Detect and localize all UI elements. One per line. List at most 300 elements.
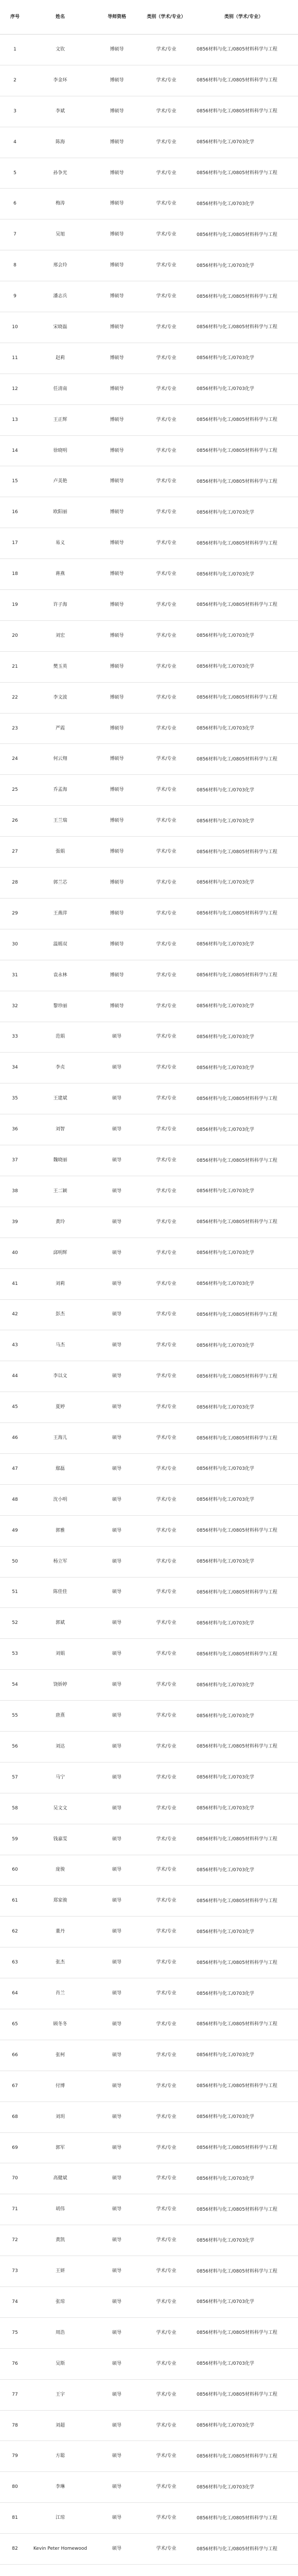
table-row bbox=[0, 960, 298, 991]
cell-major: 0856材料与化工/0805材料科学与工程 bbox=[189, 466, 298, 497]
cell-major: 0856材料与化工/0805材料科学与工程 bbox=[189, 1824, 298, 1855]
cell-name: 周浩 bbox=[30, 2317, 91, 2348]
cell-qualification: 硕导 bbox=[91, 2071, 143, 2102]
header-major: 类别（学术/专业） bbox=[189, 0, 298, 35]
cell-major: 0856材料与化工/0703化学 bbox=[189, 1670, 298, 1701]
cell-name: 许子海 bbox=[30, 590, 91, 621]
cell-type: 学术/专业 bbox=[143, 528, 189, 559]
cell-name: 李以文 bbox=[30, 1361, 91, 1392]
cell-type: 学术/专业 bbox=[143, 991, 189, 1022]
cell-major: 0856材料与化工/0805材料科学与工程 bbox=[189, 219, 298, 250]
table-row bbox=[0, 2071, 298, 2102]
cell-index: 38 bbox=[0, 1176, 30, 1207]
cell-name: 潘志兵 bbox=[30, 281, 91, 312]
cell-name: 王正辉 bbox=[30, 404, 91, 435]
cell-index: 69 bbox=[0, 2132, 30, 2163]
cell-type: 学术/专业 bbox=[143, 1145, 189, 1176]
cell-major: 0856材料与化工/0703化学 bbox=[189, 127, 298, 158]
cell-index: 32 bbox=[0, 991, 30, 1022]
cell-major: 0856材料与化工/0805材料科学与工程 bbox=[189, 2379, 298, 2410]
cell-major: 0856材料与化工/0703化学 bbox=[189, 2287, 298, 2318]
cell-major: 0856材料与化工/0805材料科学与工程 bbox=[189, 35, 298, 65]
cell-qualification: 硕导 bbox=[91, 1546, 143, 1577]
header-name: 姓名 bbox=[30, 0, 91, 35]
cell-type: 学术/专业 bbox=[143, 2287, 189, 2318]
cell-major: 0856材料与化工/0805材料科学与工程 bbox=[189, 2317, 298, 2348]
cell-type: 学术/专业 bbox=[143, 1207, 189, 1238]
cell-major: 0856材料与化工/0805材料科学与工程 bbox=[189, 1361, 298, 1392]
table-row bbox=[0, 1484, 298, 1515]
cell-index: 33 bbox=[0, 1022, 30, 1053]
cell-type: 学术/专业 bbox=[143, 1299, 189, 1330]
header-row bbox=[0, 0, 298, 35]
table-row bbox=[0, 2102, 298, 2132]
cell-type: 学术/专业 bbox=[143, 806, 189, 837]
cell-major: 0856材料与化工/0805材料科学与工程 bbox=[189, 2194, 298, 2225]
cell-major: 0856材料与化工/0703化学 bbox=[189, 651, 298, 682]
cell-index: 14 bbox=[0, 435, 30, 466]
cell-index: 70 bbox=[0, 2163, 30, 2194]
cell-type: 学术/专业 bbox=[143, 1762, 189, 1793]
table-row bbox=[0, 2132, 298, 2163]
cell-type: 学术/专业 bbox=[143, 1608, 189, 1639]
cell-qualification: 博硕导 bbox=[91, 343, 143, 374]
cell-qualification bbox=[91, 2565, 143, 2576]
cell-index: 4 bbox=[0, 127, 30, 158]
cell-qualification: 硕导 bbox=[91, 1114, 143, 1145]
cell-name: 邢会玲 bbox=[30, 250, 91, 281]
cell-name: 董丹 bbox=[30, 1917, 91, 1947]
table-row bbox=[0, 2194, 298, 2225]
cell-name: 杨立军 bbox=[30, 1546, 91, 1577]
cell-index: 58 bbox=[0, 1793, 30, 1824]
cell-index: 17 bbox=[0, 528, 30, 559]
table-row bbox=[0, 1299, 298, 1330]
cell-index: 30 bbox=[0, 929, 30, 960]
cell-qualification: 硕导 bbox=[91, 1824, 143, 1855]
cell-type: 学术/专业 bbox=[143, 960, 189, 991]
cell-index: 71 bbox=[0, 2194, 30, 2225]
cell-type: 学术/专业 bbox=[143, 744, 189, 775]
cell-major: 0856材料与化工/0805材料科学与工程 bbox=[189, 1423, 298, 1454]
cell-type: 学术/专业 bbox=[143, 2194, 189, 2225]
cell-index: 74 bbox=[0, 2287, 30, 2318]
cell-index: 23 bbox=[0, 713, 30, 744]
cell-qualification: 博硕导 bbox=[91, 775, 143, 806]
cell-type: 学术/专业 bbox=[143, 1238, 189, 1268]
cell-type: 学术/专业 bbox=[143, 590, 189, 621]
cell-type: 学术/专业 bbox=[143, 312, 189, 343]
cell-qualification: 博硕导 bbox=[91, 127, 143, 158]
cell-type: 学术/专业 bbox=[143, 1053, 189, 1083]
cell-index: 64 bbox=[0, 1978, 30, 2009]
cell-name: 刘玥 bbox=[30, 2102, 91, 2132]
cell-type: 学术/专业 bbox=[143, 1083, 189, 1114]
cell-qualification: 硕导 bbox=[91, 1453, 143, 1484]
cell-qualification: 博硕导 bbox=[91, 219, 143, 250]
table-row bbox=[0, 1145, 298, 1176]
cell-major: 0856材料与化工/0805材料科学与工程 bbox=[189, 682, 298, 713]
table-row bbox=[0, 466, 298, 497]
table-row bbox=[0, 898, 298, 929]
cell-index: 24 bbox=[0, 744, 30, 775]
cell-index: 45 bbox=[0, 1392, 30, 1423]
cell-qualification: 博硕导 bbox=[91, 868, 143, 899]
cell-type bbox=[143, 2565, 189, 2576]
cell-major: 0856材料与化工/0703化学 bbox=[189, 775, 298, 806]
table-row bbox=[0, 2009, 298, 2040]
table-row bbox=[0, 1824, 298, 1855]
cell-qualification: 硕导 bbox=[91, 2410, 143, 2441]
cell-index: 47 bbox=[0, 1453, 30, 1484]
cell-name: 郭军 bbox=[30, 2132, 91, 2163]
cell-qualification: 硕导 bbox=[91, 2194, 143, 2225]
cell-index: 25 bbox=[0, 775, 30, 806]
cell-name: 张杰 bbox=[30, 1947, 91, 1978]
table-row bbox=[0, 1639, 298, 1670]
cell-name: 李琳 bbox=[30, 2472, 91, 2503]
cell-index: 22 bbox=[0, 682, 30, 713]
cell-index: 1 bbox=[0, 35, 30, 65]
table-row bbox=[0, 1978, 298, 2009]
cell-qualification: 硕导 bbox=[91, 1484, 143, 1515]
cell-type: 学术/专业 bbox=[143, 2071, 189, 2102]
cell-major: 0856材料与化工/0805材料科学与工程 bbox=[189, 435, 298, 466]
cell-qualification: 硕导 bbox=[91, 2317, 143, 2348]
cell-name: 欧阳丽 bbox=[30, 497, 91, 528]
cell-type: 学术/专业 bbox=[143, 1639, 189, 1670]
cell-name: 马宁 bbox=[30, 1762, 91, 1793]
cell-major: 0856材料与化工/0703化学 bbox=[189, 1022, 298, 1053]
cell-qualification: 博硕导 bbox=[91, 806, 143, 837]
cell-major: 0856材料与化工/0805材料科学与工程 bbox=[189, 1886, 298, 1917]
table-row bbox=[0, 404, 298, 435]
table-row bbox=[0, 1423, 298, 1454]
table-row bbox=[0, 1731, 298, 1762]
cell-major: 0856材料与化工/0703化学 bbox=[189, 1793, 298, 1824]
cell-type: 学术/专业 bbox=[143, 898, 189, 929]
cell-qualification: 硕导 bbox=[91, 1238, 143, 1268]
cell-qualification: 硕导 bbox=[91, 2379, 143, 2410]
cell-index: 59 bbox=[0, 1824, 30, 1855]
cell-qualification: 硕导 bbox=[91, 1577, 143, 1608]
cell-name: 樊玉英 bbox=[30, 651, 91, 682]
cell-name: 高健斌 bbox=[30, 2163, 91, 2194]
cell-qualification: 博硕导 bbox=[91, 991, 143, 1022]
cell-index: 40 bbox=[0, 1238, 30, 1268]
table-row bbox=[0, 929, 298, 960]
cell-type: 学术/专业 bbox=[143, 2379, 189, 2410]
cell-type: 学术/专业 bbox=[143, 1670, 189, 1701]
table-row bbox=[0, 620, 298, 651]
cell-major: 0856材料与化工/0703化学 bbox=[189, 620, 298, 651]
cell-qualification: 硕导 bbox=[91, 2132, 143, 2163]
cell-type: 学术/专业 bbox=[143, 929, 189, 960]
cell-major bbox=[189, 2565, 298, 2576]
cell-name: 王妍 bbox=[30, 2256, 91, 2287]
cell-name: 方聪 bbox=[30, 2441, 91, 2472]
cell-major: 0856材料与化工/0805材料科学与工程 bbox=[189, 1207, 298, 1238]
cell-type: 学术/专业 bbox=[143, 559, 189, 590]
cell-major: 0856材料与化工/0703化学 bbox=[189, 2040, 298, 2071]
cell-index: 31 bbox=[0, 960, 30, 991]
cell-name: 王燕萍 bbox=[30, 898, 91, 929]
cell-type: 学术/专业 bbox=[143, 1361, 189, 1392]
cell-name: 郭雅 bbox=[30, 1515, 91, 1546]
cell-qualification: 博硕导 bbox=[91, 898, 143, 929]
cell-name: 温嫣双 bbox=[30, 929, 91, 960]
cell-major: 0856材料与化工/0703化学 bbox=[189, 343, 298, 374]
cell-qualification: 硕导 bbox=[91, 1299, 143, 1330]
table-row bbox=[0, 2317, 298, 2348]
table-row bbox=[0, 775, 298, 806]
cell-type: 学术/专业 bbox=[143, 2009, 189, 2040]
cell-major: 0856材料与化工/0703化学 bbox=[189, 2102, 298, 2132]
cell-type: 学术/专业 bbox=[143, 2040, 189, 2071]
cell-qualification: 博硕导 bbox=[91, 590, 143, 621]
cell-name: 刘超 bbox=[30, 2410, 91, 2441]
cell-qualification: 硕导 bbox=[91, 1392, 143, 1423]
cell-qualification: 硕导 bbox=[91, 2287, 143, 2318]
cell-index: 34 bbox=[0, 1053, 30, 1083]
cell-name: 鄢磊 bbox=[30, 1453, 91, 1484]
cell-index: 36 bbox=[0, 1114, 30, 1145]
cell-type: 学术/专业 bbox=[143, 682, 189, 713]
cell-name: 王建斌 bbox=[30, 1083, 91, 1114]
table-row bbox=[0, 559, 298, 590]
cell-qualification: 硕导 bbox=[91, 1268, 143, 1299]
cell-type: 学术/专业 bbox=[143, 1886, 189, 1917]
table-row bbox=[0, 435, 298, 466]
cell-qualification: 博硕导 bbox=[91, 682, 143, 713]
cell-major: 0856材料与化工/0805材料科学与工程 bbox=[189, 2503, 298, 2534]
cell-major: 0856材料与化工/0805材料科学与工程 bbox=[189, 2441, 298, 2472]
cell-major: 0856材料与化工/0805材料科学与工程 bbox=[189, 404, 298, 435]
cell-name: 范娟 bbox=[30, 1022, 91, 1053]
cell-major: 0856材料与化工/0703化学 bbox=[189, 868, 298, 899]
cell-major: 0856材料与化工/0703化学 bbox=[189, 1855, 298, 1886]
cell-type: 学术/专业 bbox=[143, 404, 189, 435]
cell-name: 徐晓明 bbox=[30, 435, 91, 466]
cell-index: 75 bbox=[0, 2317, 30, 2348]
cell-qualification: 硕导 bbox=[91, 1793, 143, 1824]
cell-type: 学术/专业 bbox=[143, 651, 189, 682]
cell-index: 46 bbox=[0, 1423, 30, 1454]
cell-qualification: 博硕导 bbox=[91, 250, 143, 281]
table-row bbox=[0, 1083, 298, 1114]
cell-name: 陈海 bbox=[30, 127, 91, 158]
cell-index: 18 bbox=[0, 559, 30, 590]
cell-major: 0856材料与化工/0703化学 bbox=[189, 189, 298, 219]
table-row bbox=[0, 35, 298, 65]
cell-index: 39 bbox=[0, 1207, 30, 1238]
cell-index: 29 bbox=[0, 898, 30, 929]
cell-type: 学术/专业 bbox=[143, 1824, 189, 1855]
cell-index: 35 bbox=[0, 1083, 30, 1114]
cell-type: 学术/专业 bbox=[143, 189, 189, 219]
cell-index: 28 bbox=[0, 868, 30, 899]
table-row bbox=[0, 2565, 298, 2576]
cell-major: 0856材料与化工/0703化学 bbox=[189, 806, 298, 837]
cell-type: 学术/专业 bbox=[143, 127, 189, 158]
cell-index: 54 bbox=[0, 1670, 30, 1701]
cell-qualification: 硕导 bbox=[91, 2534, 143, 2565]
cell-type: 学术/专业 bbox=[143, 497, 189, 528]
cell-name: 孙争光 bbox=[30, 158, 91, 189]
cell-type: 学术/专业 bbox=[143, 1793, 189, 1824]
cell-qualification: 硕导 bbox=[91, 1022, 143, 1053]
cell-name: 张琼 bbox=[30, 2287, 91, 2318]
cell-qualification: 硕导 bbox=[91, 1855, 143, 1886]
cell-name: 蒋燕 bbox=[30, 559, 91, 590]
table-row bbox=[0, 1330, 298, 1361]
table-row bbox=[0, 127, 298, 158]
cell-qualification: 硕导 bbox=[91, 1731, 143, 1762]
cell-type: 学术/专业 bbox=[143, 1546, 189, 1577]
cell-qualification: 硕导 bbox=[91, 1886, 143, 1917]
cell-index: 6 bbox=[0, 189, 30, 219]
cell-name: 卢美艳 bbox=[30, 466, 91, 497]
cell-index: 2 bbox=[0, 65, 30, 96]
table-header bbox=[0, 0, 298, 35]
cell-name: 唐熹 bbox=[30, 1701, 91, 1732]
cell-qualification: 硕导 bbox=[91, 2040, 143, 2071]
table-row bbox=[0, 281, 298, 312]
cell-index: 82 bbox=[0, 2534, 30, 2565]
cell-qualification: 博硕导 bbox=[91, 404, 143, 435]
cell-name: 李斌 bbox=[30, 96, 91, 127]
table-row bbox=[0, 1053, 298, 1083]
cell-name: 张柯 bbox=[30, 2040, 91, 2071]
cell-major: 0856材料与化工/0703化学 bbox=[189, 1114, 298, 1145]
cell-major: 0856材料与化工/0703化学 bbox=[189, 2163, 298, 2194]
table-row bbox=[0, 1392, 298, 1423]
cell-name: 吴文文 bbox=[30, 1793, 91, 1824]
cell-qualification: 硕导 bbox=[91, 1145, 143, 1176]
cell-type: 学术/专业 bbox=[143, 374, 189, 404]
cell-major: 0856材料与化工/0703化学 bbox=[189, 1392, 298, 1423]
table-row bbox=[0, 2410, 298, 2441]
cell-major: 0856材料与化工/0703化学 bbox=[189, 2348, 298, 2379]
cell-name: 王海儿 bbox=[30, 1423, 91, 1454]
table-row bbox=[0, 1515, 298, 1546]
cell-major: 0856材料与化工/0703化学 bbox=[189, 559, 298, 590]
cell-name: Kevin Peter Homewood bbox=[30, 2534, 91, 2565]
cell-major: 0856材料与化工/0703化学 bbox=[189, 497, 298, 528]
table-row bbox=[0, 1793, 298, 1824]
cell-type: 学术/专业 bbox=[143, 1731, 189, 1762]
cell-major: 0856材料与化工/0703化学 bbox=[189, 1268, 298, 1299]
cell-index: 72 bbox=[0, 2225, 30, 2256]
table-row bbox=[0, 713, 298, 744]
table-row bbox=[0, 1176, 298, 1207]
cell-index: 8 bbox=[0, 250, 30, 281]
cell-qualification: 博硕导 bbox=[91, 620, 143, 651]
cell-qualification: 硕导 bbox=[91, 1361, 143, 1392]
cell-name: 梅涛 bbox=[30, 189, 91, 219]
cell-index: 49 bbox=[0, 1515, 30, 1546]
cell-type: 学术/专业 bbox=[143, 2132, 189, 2163]
cell-qualification: 硕导 bbox=[91, 1083, 143, 1114]
cell-qualification: 博硕导 bbox=[91, 497, 143, 528]
cell-major: 0856材料与化工/0703化学 bbox=[189, 1053, 298, 1083]
cell-major: 0856材料与化工/0703化学 bbox=[189, 1608, 298, 1639]
cell-index: 65 bbox=[0, 2009, 30, 2040]
cell-qualification: 博硕导 bbox=[91, 744, 143, 775]
table-row bbox=[0, 651, 298, 682]
cell-index: 16 bbox=[0, 497, 30, 528]
table-row bbox=[0, 1855, 298, 1886]
cell-index: 12 bbox=[0, 374, 30, 404]
cell-name: 李贞 bbox=[30, 1053, 91, 1083]
cell-qualification: 博硕导 bbox=[91, 374, 143, 404]
cell-type: 学术/专业 bbox=[143, 2503, 189, 2534]
cell-type: 学术/专业 bbox=[143, 2410, 189, 2441]
cell-index: 63 bbox=[0, 1947, 30, 1978]
cell-index: 26 bbox=[0, 806, 30, 837]
table-row bbox=[0, 1238, 298, 1268]
cell-major: 0856材料与化工/0805材料科学与工程 bbox=[189, 96, 298, 127]
cell-name: 夏婷 bbox=[30, 1392, 91, 1423]
table-row bbox=[0, 65, 298, 96]
cell-type: 学术/专业 bbox=[143, 2441, 189, 2472]
cell-name: 王兰瑞 bbox=[30, 806, 91, 837]
cell-major: 0856材料与化工/0805材料科学与工程 bbox=[189, 528, 298, 559]
cell-index bbox=[0, 2565, 30, 2576]
cell-name: 胡伟 bbox=[30, 2194, 91, 2225]
cell-name: 沈小明 bbox=[30, 1484, 91, 1515]
cell-major: 0856材料与化工/0703化学 bbox=[189, 1917, 298, 1947]
cell-major: 0856材料与化工/0805材料科学与工程 bbox=[189, 281, 298, 312]
cell-index: 48 bbox=[0, 1484, 30, 1515]
cell-type: 学术/专业 bbox=[143, 1392, 189, 1423]
table-row bbox=[0, 2534, 298, 2565]
cell-major: 0856材料与化工/0805材料科学与工程 bbox=[189, 744, 298, 775]
cell-major: 0856材料与化工/0703化学 bbox=[189, 713, 298, 744]
table-row bbox=[0, 2256, 298, 2287]
cell-qualification: 博硕导 bbox=[91, 713, 143, 744]
cell-qualification: 硕导 bbox=[91, 2225, 143, 2256]
cell-name: 易义 bbox=[30, 528, 91, 559]
cell-type: 学术/专业 bbox=[143, 343, 189, 374]
table-row bbox=[0, 991, 298, 1022]
cell-major: 0856材料与化工/0703化学 bbox=[189, 1176, 298, 1207]
cell-index: 15 bbox=[0, 466, 30, 497]
table-row bbox=[0, 1670, 298, 1701]
table-body bbox=[0, 35, 298, 2576]
cell-major: 0856材料与化工/0703化学 bbox=[189, 1546, 298, 1577]
cell-major: 0856材料与化工/0805材料科学与工程 bbox=[189, 1731, 298, 1762]
cell-name: 文钦 bbox=[30, 35, 91, 65]
cell-type: 学术/专业 bbox=[143, 1176, 189, 1207]
cell-major: 0856材料与化工/0805材料科学与工程 bbox=[189, 1083, 298, 1114]
cell-name: 乔孟海 bbox=[30, 775, 91, 806]
cell-major: 0856材料与化工/0805材料科学与工程 bbox=[189, 158, 298, 189]
cell-major: 0856材料与化工/0805材料科学与工程 bbox=[189, 1577, 298, 1608]
cell-qualification: 博硕导 bbox=[91, 528, 143, 559]
cell-index: 60 bbox=[0, 1855, 30, 1886]
cell-name: 何云翔 bbox=[30, 744, 91, 775]
cell-type: 学术/专业 bbox=[143, 35, 189, 65]
table-row bbox=[0, 343, 298, 374]
cell-index: 76 bbox=[0, 2348, 30, 2379]
cell-index: 57 bbox=[0, 1762, 30, 1793]
table-row bbox=[0, 2040, 298, 2071]
cell-name: 刘宏 bbox=[30, 620, 91, 651]
cell-type: 学术/专业 bbox=[143, 2348, 189, 2379]
cell-type: 学术/专业 bbox=[143, 1855, 189, 1886]
cell-index: 11 bbox=[0, 343, 30, 374]
